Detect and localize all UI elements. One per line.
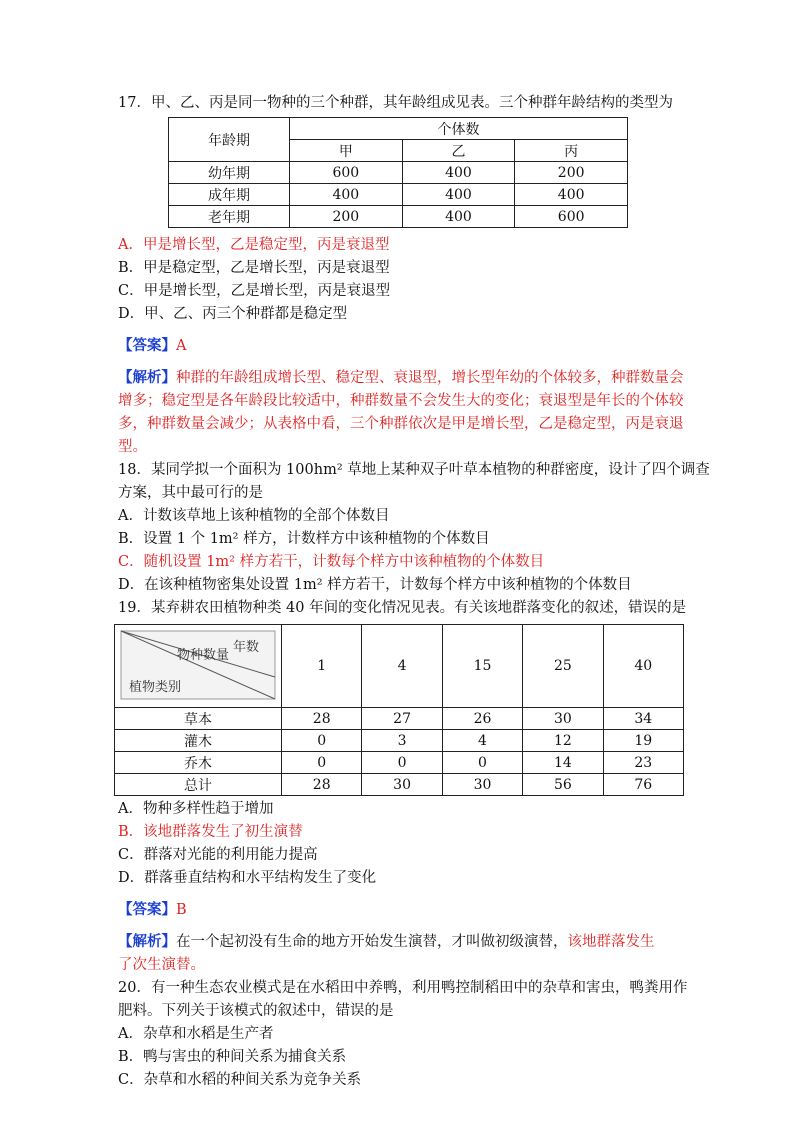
year-header: 15 [442,625,522,708]
answer-tag: 【答案】 [118,901,176,918]
year-header: 4 [362,625,442,708]
table-cell: 28 [282,774,362,796]
year-header: 25 [523,625,603,708]
diagonal-header [115,625,281,707]
q20-stem: 20．有一种生态农业模式是在水稻田中养鸭，利用鸭控制稻田中的杂草和害虫，鸭粪用作 [118,980,688,996]
q19-analysis [118,930,688,977]
q19-option-b: B．该地群落发生了初生演替 [118,824,303,840]
table-cell: 28 [282,708,362,730]
table-row [115,730,684,752]
table-cell: 0 [282,752,362,774]
q19-stem: 19．某弃耕农田植物种类 40 年间的变化情况见表。有关该地群落变化的叙述，错误的是 [118,600,687,616]
table-cell: 34 [603,708,683,730]
q17-analysis [118,366,688,459]
table-header-cell: 甲 [290,140,403,162]
diag-plant-category-label: 植物类别 [129,680,182,695]
table-cell: 200 [515,162,628,184]
q20-option-c: C．杂草和水稻的种间关系为竞争关系 [118,1072,362,1088]
table-cell: 4 [442,730,522,752]
q18-option-b: B．设置 1 个 1m² 样方，计数样方中该种植物的个体数目 [118,531,490,547]
table-cell: 400 [402,162,515,184]
table-header-cell: 丙 [515,140,628,162]
answer-tag: 【答案】 [118,337,176,354]
table-cell: 400 [402,206,515,228]
diag-years-label: 年数 [233,640,260,655]
q20-option-a: A．杂草和水稻是生产者 [118,1026,274,1042]
table-row [115,774,684,796]
analysis-line: 种群的年龄组成增长型、稳定型、衰退型，增长型年幼的个体较多，种群数量会 [176,370,684,386]
q17-option-d: D．甲、乙、丙三个种群都是稳定型 [118,306,348,322]
analysis-line: 增多；稳定型是各年龄段比较适中，种群数量不会发生大的变化；衰退型是年长的个体较 [118,393,684,409]
analysis-line: 多，种群数量会减少；从表格中看，三个种群依次是甲是增长型，乙是稳定型，丙是衰退 [118,416,684,432]
table-row [169,206,628,228]
table-cell: 30 [442,774,522,796]
table-header-age-period: 年龄期 [169,118,290,162]
q18-option-c: C．随机设置 1m² 样方若干，计数每个样方中该种植物的个体数目 [118,554,545,570]
year-header: 1 [282,625,362,708]
table-cell: 19 [603,730,683,752]
q20-option-b: B．鸭与害虫的种间关系为捕食关系 [118,1049,347,1065]
page-content [118,92,710,1092]
row-label: 老年期 [169,206,290,228]
year-header: 40 [603,625,683,708]
table-row [115,708,684,730]
table-cell: 400 [290,184,403,206]
table-cell: 23 [603,752,683,774]
table-header-cell: 乙 [402,140,515,162]
row-label: 草本 [115,708,282,730]
row-label: 灌木 [115,730,282,752]
table-row [169,184,628,206]
table-cell: 0 [282,730,362,752]
table-row [115,752,684,774]
q17-answer [118,334,688,358]
table-header-individuals: 个体数 [290,118,628,140]
table-cell: 600 [290,162,403,184]
analysis-text-red: 该地群落发生 [567,934,655,950]
q17-option-a: A．甲是增长型，乙是稳定型，丙是衰退型 [118,237,390,253]
table-cell: 600 [515,206,628,228]
answer-value: A [176,338,187,354]
table-cell: 14 [523,752,603,774]
analysis-tag: 【解析】 [118,933,176,950]
q17-stem: 17．甲、乙、丙是同一物种的三个种群，其年龄组成见表。三个种群年龄结构的类型为 [118,95,673,111]
analysis-tag: 【解析】 [118,369,176,386]
q19-succession-table [114,624,684,796]
table-cell: 400 [515,184,628,206]
row-label: 成年期 [169,184,290,206]
table-cell: 56 [523,774,603,796]
table-cell: 30 [362,774,442,796]
table-cell: 200 [290,206,403,228]
q17-option-c: C．甲是增长型，乙是增长型，丙是衰退型 [118,283,391,299]
answer-value: B [176,902,187,918]
table-cell: 12 [523,730,603,752]
q18-stem: 18．某同学拟一个面积为 100hm² 草地上某种双子叶草本植物的种群密度，设计了四个调查 [118,462,710,478]
table-cell: 76 [603,774,683,796]
row-label: 总计 [115,774,282,796]
q17-age-table [168,117,628,228]
row-label: 幼年期 [169,162,290,184]
q18-option-d: D．在该种植物密集处设置 1m² 样方若干，计数每个样方中该种植物的个体数目 [118,577,632,593]
row-label: 乔木 [115,752,282,774]
table-cell: 3 [362,730,442,752]
diag-species-count-label: 物种数量 [177,648,230,663]
q19-option-a: A．物种多样性趋于增加 [118,801,274,817]
q17-option-b: B．甲是稳定型，乙是增长型，丙是衰退型 [118,260,390,276]
table-cell: 26 [442,708,522,730]
q18-option-a: A．计数该草地上该种植物的全部个体数目 [118,508,390,524]
q19-answer [118,898,688,922]
analysis-text: 在一个起初没有生命的地方开始发生演替，才叫做初级演替， [176,934,568,950]
diagonal-header-cell [115,625,282,708]
q20-stem: 肥料。下列关于该模式的叙述中，错误的是 [118,1003,394,1019]
q19-option-c: C．群落对光能的利用能力提高 [118,847,318,863]
q18-stem: 方案，其中最可行的是 [118,485,263,501]
table-cell: 30 [523,708,603,730]
table-cell: 0 [442,752,522,774]
table-row [169,162,628,184]
analysis-line: 型。 [118,439,147,455]
table-cell: 27 [362,708,442,730]
q19-option-d: D．群落垂直结构和水平结构发生了变化 [118,870,377,886]
table-cell: 400 [402,184,515,206]
table-cell: 0 [362,752,442,774]
analysis-text-red: 了次生演替。 [118,957,205,973]
